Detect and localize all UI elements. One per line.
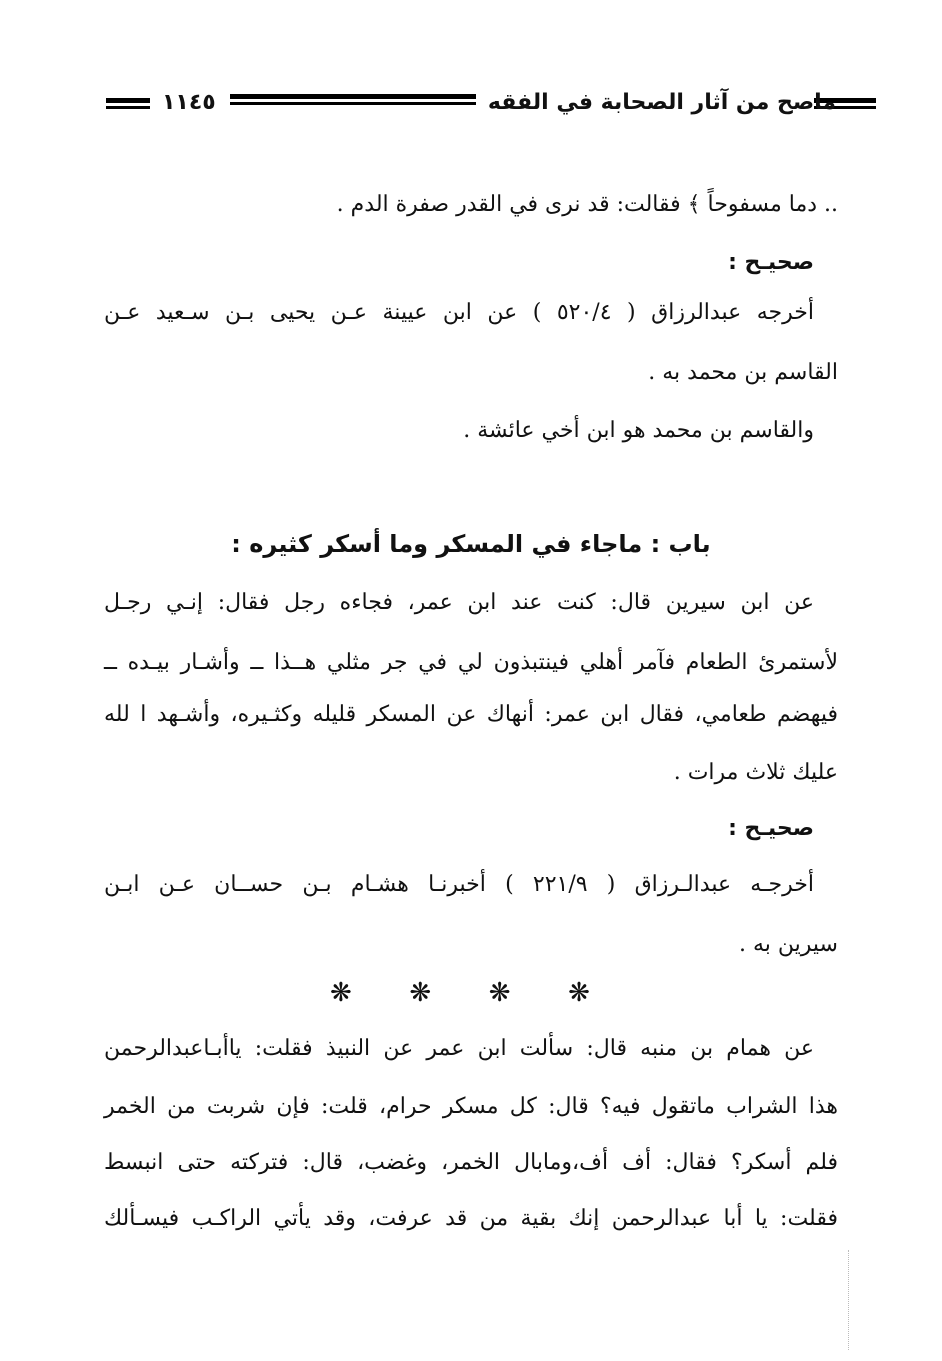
text-line-12: أخرجـه عبدالـرزاق ( ٢٢١/٩ ) أخبرنـا هشـام بـن حســان عـن ابـن: [104, 872, 814, 897]
running-title: ماصح من آثار الصحابة في الفقه: [487, 90, 836, 115]
chapter-heading: باب : ماجاء في المسكر وما أسكر كثيره :: [231, 530, 711, 558]
page-header: [106, 88, 876, 128]
text-line-8: لأستمرئ الطعام فآمر أهلي فينتبذون لي في جر مثلي هــذا ــ وأشـار بيـده ــ: [104, 650, 838, 675]
text-line-10: عليك ثلاث مرات .: [673, 760, 838, 785]
text-line-1: .. دما مسفوحاً ﴾ فقالت: قد نرى في القدر صفرة الدم .: [336, 192, 838, 217]
text-line-4: القاسم بن محمد به .: [648, 360, 838, 385]
separator-star-icon: ❋: [488, 978, 511, 1008]
text-line-9: فيهضم طعامي، فقال ابن عمر: أنهاك عن المسكر قليله وكثـيره، وأشـهد ا لله: [104, 702, 838, 727]
text-line-15: هذا الشراب ماتقول فيه؟ قال: كل مسكر حرام، قلت: فإن شربت من الخمر: [104, 1094, 838, 1119]
text-line-16: فلم أسكر؟ فقال: أف أف،ومابال الخمر، وغضب، قال: فتركته حتى انبسط: [104, 1150, 838, 1175]
header-rule-middle: [230, 94, 476, 105]
section-label-sahih-2: صحيـح :: [728, 816, 814, 841]
margin-dotted-rule: [848, 1250, 850, 1350]
text-line-3: أخرجه عبدالرزاق ( ٥٢٠/٤ ) عن ابن عيينة عـن يحيى بـن سـعيد عـن: [104, 300, 814, 325]
separator-star-icon: ❋: [409, 978, 432, 1008]
text-line-13: سيرين به .: [739, 932, 838, 957]
separator-star-icon: ❋: [568, 978, 590, 1008]
section-label-sahih-1: صحيـح :: [728, 250, 814, 275]
text-line-14: عن همام بن منبه قال: سألت ابن عمر عن النبيذ فقلت: ياأبـاعبدالرحمن: [104, 1036, 814, 1061]
text-line-5: والقاسم بن محمد هو ابن أخي عائشة .: [463, 418, 814, 443]
separator-star-icon: ❋: [330, 978, 352, 1008]
header-rule-left: [106, 98, 150, 109]
text-line-17: فقلت: يا أبا عبدالرحمن إنك بقية من قد عرفت، وقد يأتي الراكـب فيسـألك: [104, 1206, 838, 1231]
page-number: ١١٤٥: [162, 90, 216, 115]
section-separator: [330, 978, 590, 1008]
text-line-7: عن ابن سيرين قال: كنت عند ابن عمر، فجاءه رجل فقال: إنـي رجـل: [104, 590, 814, 615]
